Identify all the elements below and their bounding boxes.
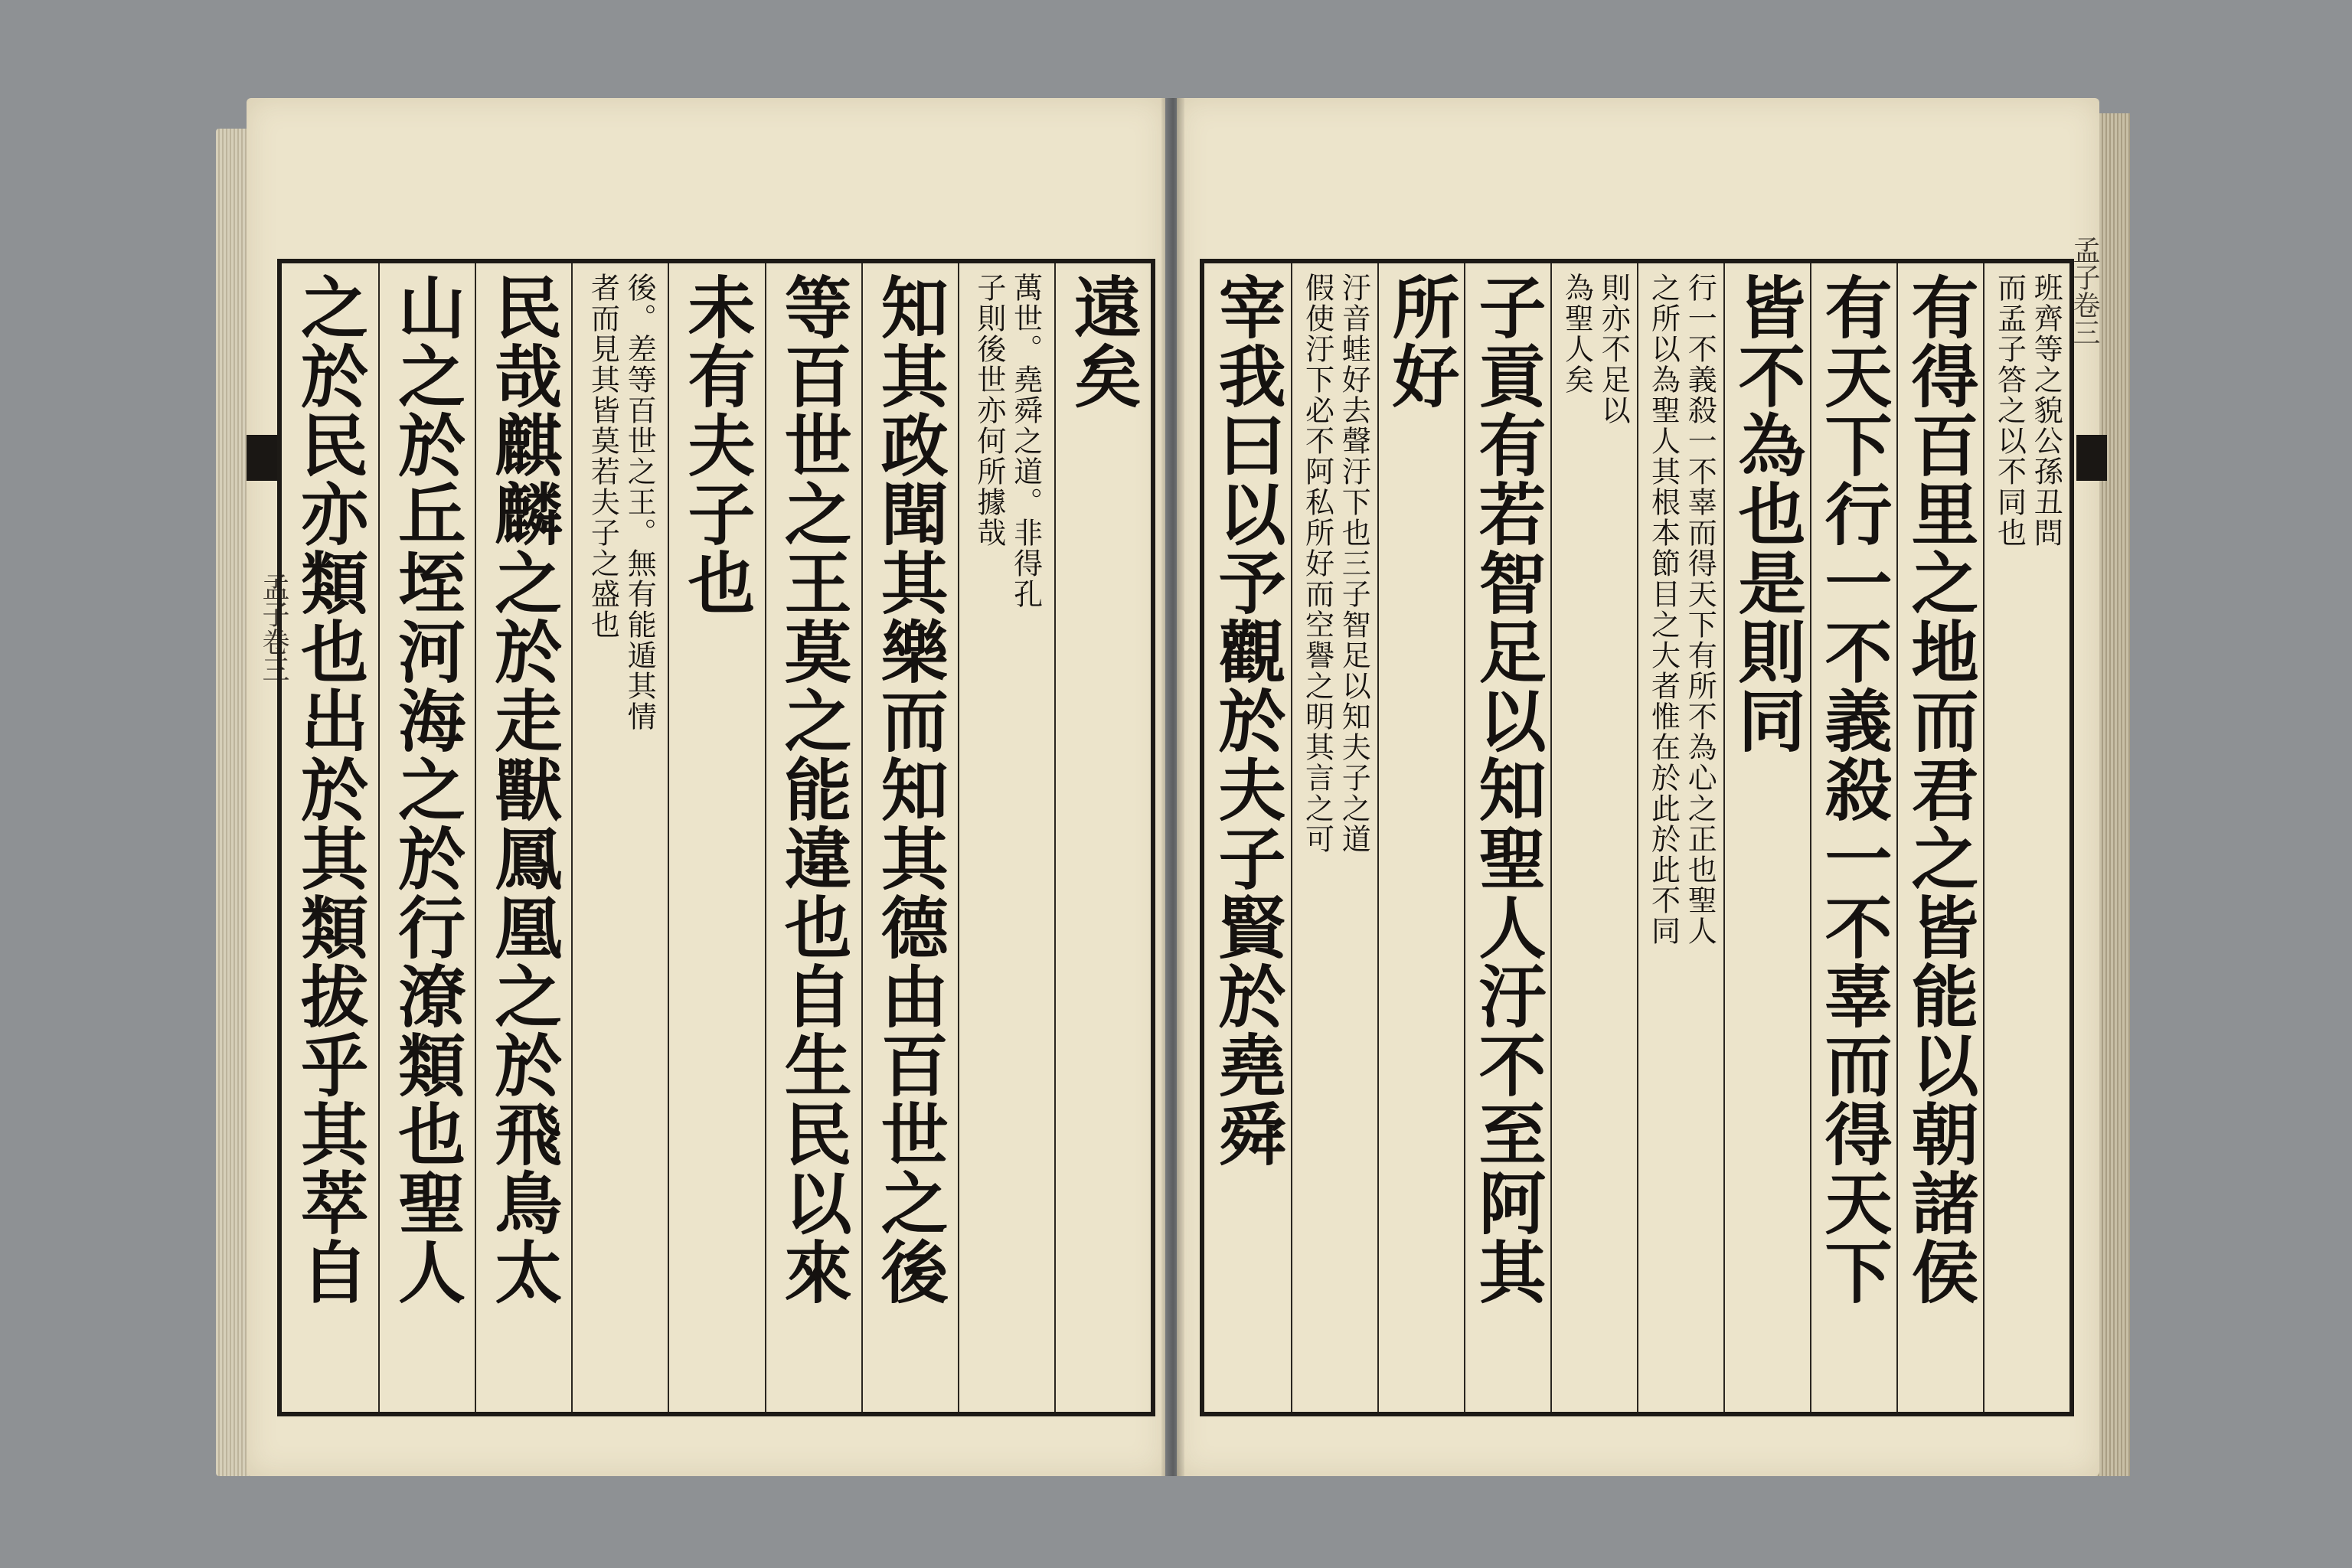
main-text: 子貢有若智足以知聖人汙不至阿其	[1468, 273, 1548, 1306]
main-text: 遠矣	[1063, 273, 1143, 410]
commentary-text: 為聖人矣	[1560, 273, 1594, 395]
commentary-text: 之所以為聖人其根本節目之大者惟在於此於此不同	[1646, 273, 1681, 946]
left-page-column	[861, 263, 958, 1412]
main-text: 宰我曰以予觀於夫子賢於堯舜	[1207, 273, 1288, 1168]
left-page-column	[1054, 263, 1151, 1412]
right-page-column	[1637, 263, 1723, 1412]
commentary-text: 則亦不足以	[1596, 273, 1631, 426]
commentary-text: 萬世。堯舜之道。非得孔	[1008, 273, 1043, 609]
main-text: 有天下行一不義殺一不辜而得天下	[1814, 273, 1894, 1306]
block-mark	[247, 435, 277, 481]
main-text: 未有夫子也	[677, 273, 757, 617]
right-page-column	[1983, 263, 2069, 1412]
main-text: 有得百里之地而君之皆能以朝諸侯	[1900, 273, 1981, 1306]
main-text: 之於民亦類也出於其類拔乎其萃自	[290, 273, 371, 1306]
right-page-column	[1291, 263, 1377, 1412]
left-page-column	[668, 263, 764, 1412]
main-text: 皆不為也是則同	[1727, 273, 1808, 755]
main-text: 等百世之王莫之能違也自生民以來	[773, 273, 854, 1306]
commentary-text: 班齊等之貌公孫丑問	[2029, 273, 2063, 548]
commentary-text: 汙音蛙好去聲汙下也三子智足以知夫子之道	[1337, 273, 1371, 854]
left-page-column	[571, 263, 668, 1412]
commentary-text: 假使汙下必不阿私所好而空譽之明其言之可	[1300, 273, 1334, 854]
main-text: 山之於丘垤河海之於行潦類也聖人	[387, 273, 468, 1306]
block-mark	[2076, 435, 2107, 481]
main-text: 所好	[1381, 273, 1462, 410]
commentary-text: 行一不義殺一不辜而得天下有所不為心之正也聖人	[1683, 273, 1717, 946]
main-text: 民哉麒麟之於走獸鳳凰之於飛鳥太	[484, 273, 564, 1306]
left-page-column	[378, 263, 475, 1412]
main-text: 知其政聞其樂而知其德由百世之後	[870, 273, 950, 1306]
left-page-column	[282, 263, 378, 1412]
right-text-frame	[1200, 259, 2074, 1416]
right-page-column	[1550, 263, 1637, 1412]
right-page-column	[1204, 263, 1291, 1412]
spine	[1161, 98, 1184, 1476]
right-margin-label: 孟子卷三	[2069, 236, 2100, 346]
right-columns	[1204, 263, 2069, 1412]
left-page-column	[475, 263, 571, 1412]
commentary-text: 者而見其皆莫若夫子之盛也	[586, 273, 620, 640]
right-page-column	[1464, 263, 1550, 1412]
left-columns	[282, 263, 1151, 1412]
right-page-column	[1377, 263, 1464, 1412]
open-book	[247, 98, 2099, 1476]
left-page-column	[765, 263, 861, 1412]
right-page-column	[1810, 263, 1896, 1412]
commentary-text: 後。差等百世之王。無有能遁其情	[622, 273, 657, 732]
left-text-frame	[277, 259, 1155, 1416]
commentary-text: 子則後世亦何所據哉	[972, 273, 1006, 548]
right-page-column	[1723, 263, 1810, 1412]
left-margin-label: 孟子卷三	[258, 573, 289, 683]
right-page-column	[1896, 263, 1983, 1412]
commentary-text: 而孟子答之以不同也	[1992, 273, 2027, 548]
left-page-column	[958, 263, 1054, 1412]
